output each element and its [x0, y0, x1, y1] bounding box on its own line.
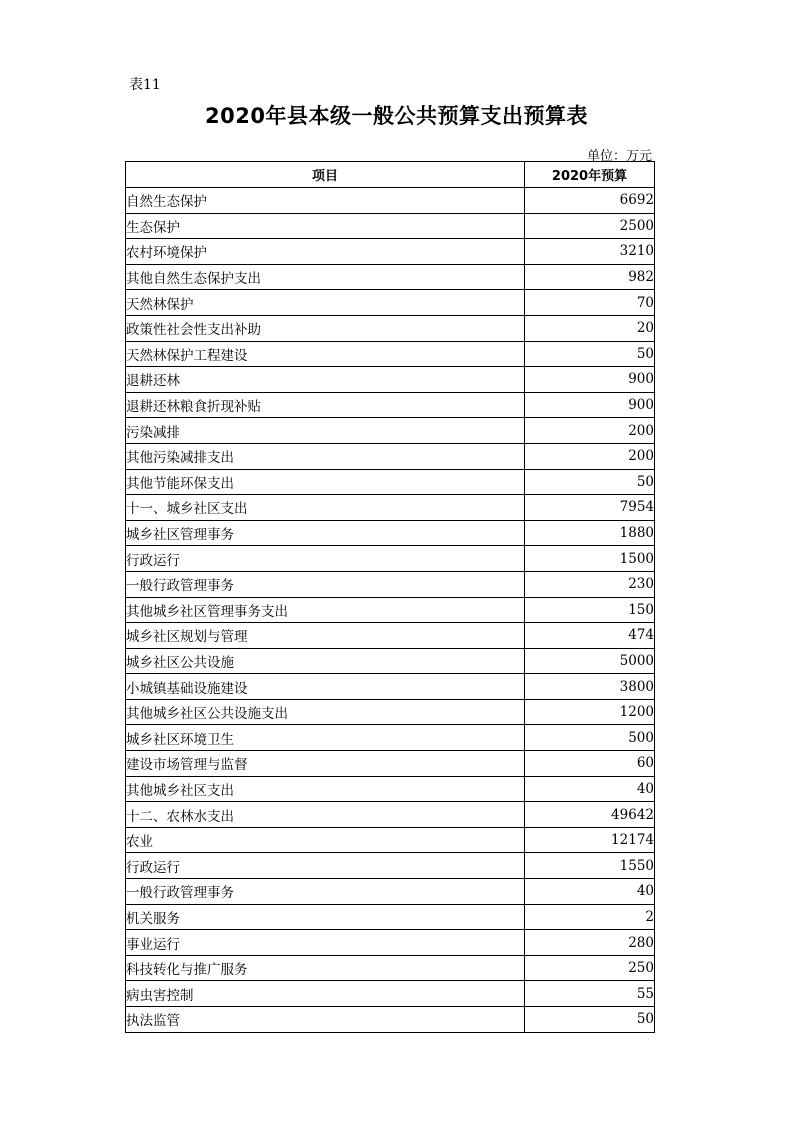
- table-row: [126, 699, 655, 725]
- table-row: [126, 571, 655, 597]
- row-budget-value: 200: [525, 418, 655, 444]
- row-budget-value: 1500: [525, 546, 655, 572]
- row-budget-value: 40: [525, 776, 655, 802]
- row-budget-value: 3800: [525, 674, 655, 700]
- row-item-name: 生态保护: [126, 213, 525, 239]
- table-row: [126, 623, 655, 649]
- row-budget-value: 2: [525, 904, 655, 930]
- row-item-name: 政策性社会性支出补助: [126, 315, 525, 341]
- header-budget: 2020年预算: [525, 162, 655, 188]
- table-row: [126, 597, 655, 623]
- row-item-name: 天然林保护: [126, 290, 525, 316]
- row-item-name: 其他污染减排支出: [126, 443, 525, 469]
- row-budget-value: 1200: [525, 699, 655, 725]
- row-budget-value: 250: [525, 955, 655, 981]
- table-row: [126, 981, 655, 1007]
- table-row: [126, 648, 655, 674]
- row-budget-value: 7954: [525, 495, 655, 521]
- table-row: [126, 392, 655, 418]
- row-budget-value: 500: [525, 725, 655, 751]
- table-body: [126, 188, 655, 1033]
- row-budget-value: 20: [525, 315, 655, 341]
- row-budget-value: 5000: [525, 648, 655, 674]
- row-budget-value: 280: [525, 930, 655, 956]
- row-budget-value: 1550: [525, 853, 655, 879]
- table-row: [126, 367, 655, 393]
- row-item-name: 行政运行: [126, 546, 525, 572]
- row-item-name: 机关服务: [126, 904, 525, 930]
- row-item-name: 一般行政管理事务: [126, 571, 525, 597]
- row-item-name: 农业: [126, 827, 525, 853]
- row-item-name: 小城镇基础设施建设: [126, 674, 525, 700]
- row-budget-value: 12174: [525, 827, 655, 853]
- row-budget-value: 50: [525, 341, 655, 367]
- row-budget-value: 50: [525, 1007, 655, 1033]
- row-item-name: 城乡社区规划与管理: [126, 623, 525, 649]
- table-row: [126, 264, 655, 290]
- row-item-name: 退耕还林: [126, 367, 525, 393]
- table-row: [126, 520, 655, 546]
- header-item: 项目: [126, 162, 525, 188]
- table-row: [126, 1007, 655, 1033]
- row-item-name: 十二、农林水支出: [126, 802, 525, 828]
- table-row: [126, 802, 655, 828]
- row-budget-value: 49642: [525, 802, 655, 828]
- table-row: [126, 904, 655, 930]
- row-item-name: 其他自然生态保护支出: [126, 264, 525, 290]
- row-budget-value: 1880: [525, 520, 655, 546]
- row-item-name: 其他城乡社区管理事务支出: [126, 597, 525, 623]
- row-item-name: 天然林保护工程建设: [126, 341, 525, 367]
- row-item-name: 建设市场管理与监督: [126, 751, 525, 777]
- row-item-name: 农村环境保护: [126, 239, 525, 265]
- table-row: [126, 213, 655, 239]
- table-row: [126, 418, 655, 444]
- table-row: [126, 776, 655, 802]
- row-item-name: 病虫害控制: [126, 981, 525, 1007]
- table-row: [126, 546, 655, 572]
- row-item-name: 科技转化与推广服务: [126, 955, 525, 981]
- row-item-name: 其他节能环保支出: [126, 469, 525, 495]
- row-item-name: 城乡社区管理事务: [126, 520, 525, 546]
- row-budget-value: 200: [525, 443, 655, 469]
- row-budget-value: 50: [525, 469, 655, 495]
- row-item-name: 其他城乡社区支出: [126, 776, 525, 802]
- table-row: [126, 495, 655, 521]
- row-item-name: 城乡社区公共设施: [126, 648, 525, 674]
- table-row: [126, 315, 655, 341]
- table-row: [126, 469, 655, 495]
- header-row: [126, 162, 655, 188]
- row-budget-value: 60: [525, 751, 655, 777]
- table-row: [126, 443, 655, 469]
- row-budget-value: 900: [525, 367, 655, 393]
- row-budget-value: 70: [525, 290, 655, 316]
- row-budget-value: 6692: [525, 188, 655, 214]
- row-item-name: 事业运行: [126, 930, 525, 956]
- row-budget-value: 982: [525, 264, 655, 290]
- row-item-name: 其他城乡社区公共设施支出: [126, 699, 525, 725]
- row-item-name: 行政运行: [126, 853, 525, 879]
- table-number: 表11: [129, 77, 161, 93]
- row-budget-value: 900: [525, 392, 655, 418]
- table-row: [126, 853, 655, 879]
- table-row: [126, 239, 655, 265]
- table-row: [126, 879, 655, 905]
- unit-label: 单位：万元: [586, 149, 652, 164]
- page-title: 2020年县本级一般公共预算支出预算表: [205, 104, 588, 128]
- table-row: [126, 341, 655, 367]
- row-budget-value: 474: [525, 623, 655, 649]
- row-budget-value: 3210: [525, 239, 655, 265]
- budget-table: [125, 161, 655, 1033]
- table-row: [126, 674, 655, 700]
- table-row: [126, 827, 655, 853]
- table-row: [126, 725, 655, 751]
- table-row: [126, 290, 655, 316]
- table-row: [126, 188, 655, 214]
- table-row: [126, 930, 655, 956]
- row-item-name: 退耕还林粮食折现补贴: [126, 392, 525, 418]
- row-budget-value: 55: [525, 981, 655, 1007]
- row-budget-value: 150: [525, 597, 655, 623]
- row-budget-value: 2500: [525, 213, 655, 239]
- row-item-name: 污染减排: [126, 418, 525, 444]
- row-budget-value: 230: [525, 571, 655, 597]
- table-row: [126, 751, 655, 777]
- row-item-name: 十一、城乡社区支出: [126, 495, 525, 521]
- row-item-name: 自然生态保护: [126, 188, 525, 214]
- row-item-name: 执法监管: [126, 1007, 525, 1033]
- table-row: [126, 955, 655, 981]
- row-budget-value: 40: [525, 879, 655, 905]
- row-item-name: 城乡社区环境卫生: [126, 725, 525, 751]
- row-item-name: 一般行政管理事务: [126, 879, 525, 905]
